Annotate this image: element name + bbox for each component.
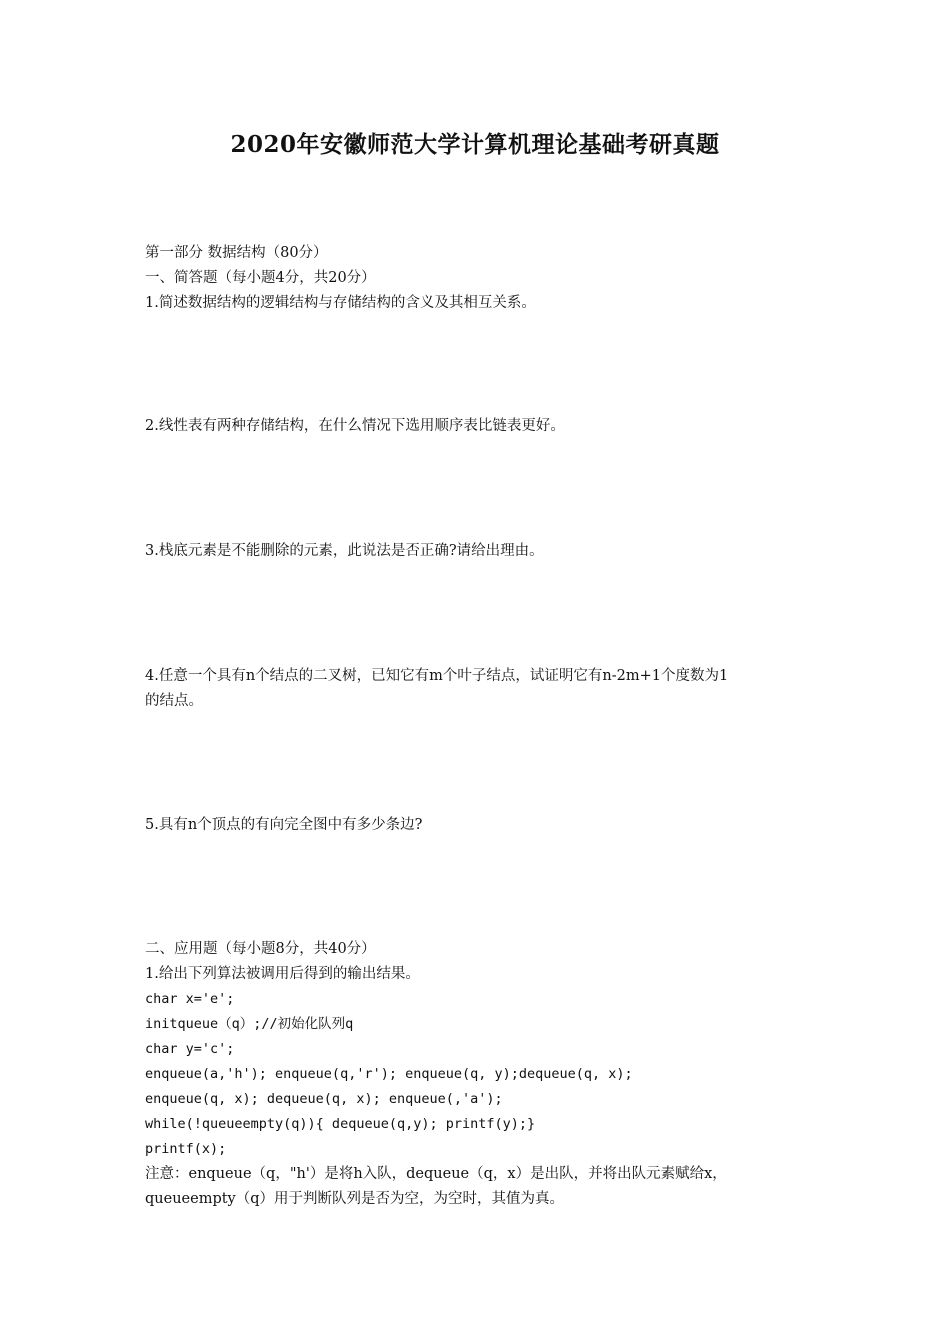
question-2: 2.线性表有两种存储结构，在什么情况下选用顺序表比链表更好。 [145,418,565,434]
question-4: 4.任意一个具有n个结点的二叉树，已知它有m个叶子结点，试证明它有n-2m+1个度数为1 [145,668,729,684]
question-1: 1.简述数据结构的逻辑结构与存储结构的含义及其相互关系。 [145,295,536,311]
code-line: char x='e'; [145,991,235,1007]
application-question-1: 1.给出下列算法被调用后得到的输出结果。 [145,966,420,982]
code-line: printf(x); [145,1141,227,1157]
code-line: enqueue(q, x); dequeue(q, x); enqueue(,'a'); [145,1091,503,1107]
note-line: queueempty（q）用于判断队列是否为空，为空时，其值为真。 [145,1191,565,1207]
question-4-continued: 的结点。 [145,693,203,709]
code-line: while(!queueempty(q)){ dequeue(q,y); printf(y);} [145,1116,536,1132]
section1-heading: 一、简答题（每小题4分，共20分） [145,270,376,286]
section2-heading: 二、应用题（每小题8分，共40分） [145,941,376,957]
code-line: enqueue(a,'h'); enqueue(q,'r'); enqueue(q, y);dequeue(q, x); [145,1066,633,1082]
question-5: 5.具有n个顶点的有向完全图中有多少条边? [145,817,423,833]
code-line: char y='c'; [145,1041,235,1057]
note-line: 注意：enqueue（q，"h'）是将h入队，dequeue（q，x）是出队，并将出队元素赋给x， [145,1166,727,1182]
question-3: 3.栈底元素是不能删除的元素，此说法是否正确?请给出理由。 [145,543,544,559]
code-line: initqueue（q）;//初始化队列q [145,1016,354,1032]
part1-heading: 第一部分 数据结构（80分） [145,245,328,261]
document-title: 2020年安徽师范大学计算机理论基础考研真题 [230,131,720,158]
